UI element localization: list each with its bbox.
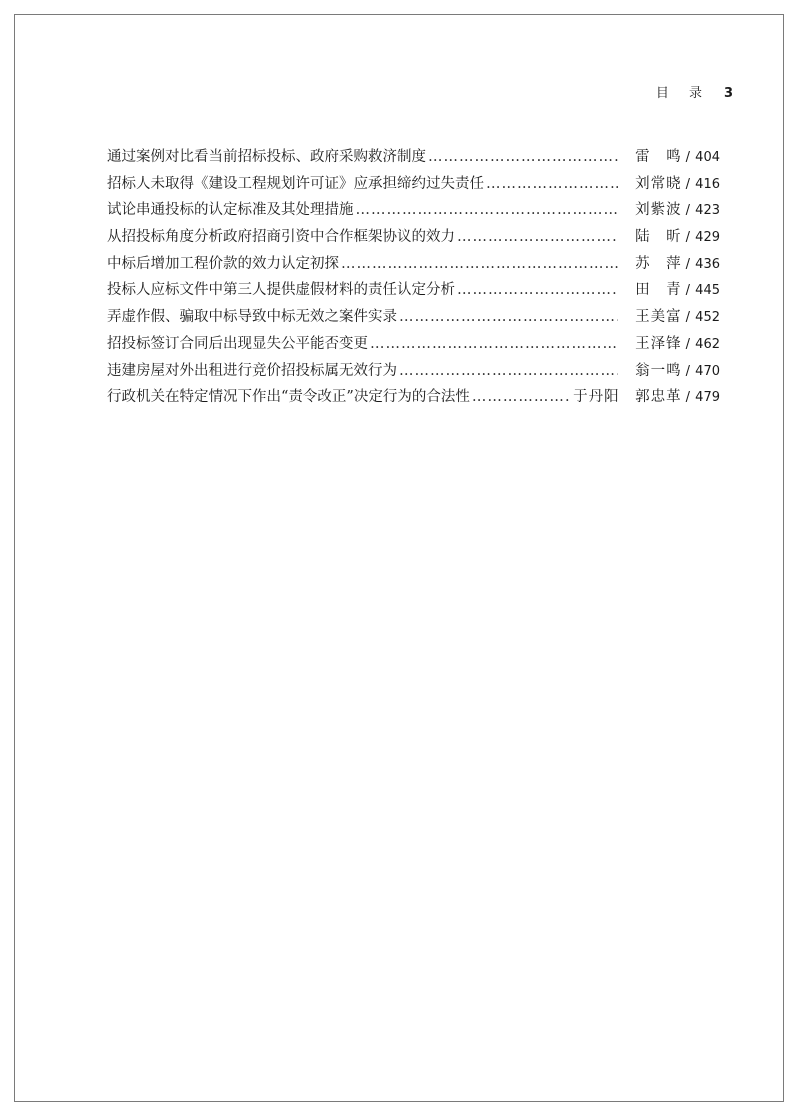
toc-separator: / xyxy=(685,176,690,192)
toc-entry[interactable] xyxy=(107,359,720,386)
toc-entry-title: 违建房屋对外出租进行竞价招投标属无效行为 xyxy=(107,362,397,379)
table-of-contents xyxy=(107,145,720,412)
running-head xyxy=(656,82,734,101)
toc-separator: / xyxy=(685,230,690,246)
running-head-section: 目 录 xyxy=(655,86,710,101)
toc-dot-leader xyxy=(457,229,618,245)
toc-separator: / xyxy=(685,336,690,352)
toc-dot-leader xyxy=(486,176,618,192)
toc-entry-title: 招标人未取得《建设工程规划许可证》应承担缔约过失责任 xyxy=(107,175,484,192)
toc-entry-page: 404 xyxy=(695,150,720,165)
toc-dot-leader xyxy=(341,256,618,272)
toc-entry-title: 中标后增加工程价款的效力认定初探 xyxy=(107,255,339,272)
toc-entry-title: 试论串通投标的认定标准及其处理措施 xyxy=(107,202,354,219)
toc-entry-page: 423 xyxy=(695,203,720,219)
toc-entry[interactable] xyxy=(107,145,720,172)
toc-separator: / xyxy=(685,150,690,165)
toc-separator: / xyxy=(685,363,690,379)
toc-entry-title: 弄虚作假、骗取中标导致中标无效之案件实录 xyxy=(107,309,397,326)
toc-entry-page: 452 xyxy=(695,310,720,326)
toc-separator: / xyxy=(685,283,690,299)
toc-entry[interactable] xyxy=(107,278,720,305)
toc-entry-title: 行政机关在特定情况下作出“责令改正”决定行为的合法性 xyxy=(107,389,470,406)
toc-entry-author: 刘紫波 xyxy=(635,202,682,219)
toc-entry-author: 王泽锋 xyxy=(635,335,682,352)
toc-dot-leader xyxy=(399,363,618,379)
toc-entry-title: 投标人应标文件中第三人提供虚假材料的责任认定分析 xyxy=(107,282,455,299)
toc-entry-author: 雷 鸣 xyxy=(635,149,682,165)
running-head-page-number: 3 xyxy=(723,86,734,101)
toc-entry-author: 刘常晓 xyxy=(635,175,682,192)
toc-entry-page: 416 xyxy=(695,176,720,192)
toc-entry-author: 王美富 xyxy=(635,309,682,326)
toc-separator: / xyxy=(685,310,690,326)
toc-entry-page: 445 xyxy=(695,283,720,299)
toc-entry-page: 436 xyxy=(695,256,720,272)
toc-entry-title: 招投标签订合同后出现显失公平能否变更 xyxy=(107,335,368,352)
toc-entry[interactable] xyxy=(107,385,720,412)
toc-separator: / xyxy=(685,256,690,272)
toc-separator: / xyxy=(685,203,690,219)
toc-entry-page: 462 xyxy=(695,336,720,352)
toc-entry-author: 田 青 xyxy=(635,282,682,299)
toc-dot-leader xyxy=(428,149,618,165)
toc-entry[interactable] xyxy=(107,252,720,279)
toc-entry[interactable] xyxy=(107,172,720,199)
toc-entry-author: 于丹阳 郭忠革 xyxy=(573,389,682,406)
toc-entry[interactable] xyxy=(107,305,720,332)
toc-dot-leader xyxy=(370,336,618,352)
toc-entry-title: 通过案例对比看当前招标投标、政府采购救济制度 xyxy=(107,149,426,165)
toc-entry[interactable] xyxy=(107,332,720,359)
toc-separator: / xyxy=(685,390,690,406)
toc-entry[interactable] xyxy=(107,198,720,225)
toc-entry-title: 从招投标角度分析政府招商引资中合作框架协议的效力 xyxy=(107,229,455,246)
toc-entry-author: 苏 萍 xyxy=(635,255,682,272)
toc-dot-leader xyxy=(356,202,618,218)
toc-entry[interactable] xyxy=(107,225,720,252)
toc-entry-page: 479 xyxy=(695,390,720,406)
toc-dot-leader xyxy=(399,309,618,325)
toc-entry-author: 陆 昕 xyxy=(635,229,682,246)
toc-dot-leader xyxy=(472,389,569,405)
toc-entry-page: 470 xyxy=(695,363,720,379)
toc-dot-leader xyxy=(457,282,618,298)
toc-entry-author: 翁一鸣 xyxy=(635,362,682,379)
toc-entry-page: 429 xyxy=(695,230,720,246)
